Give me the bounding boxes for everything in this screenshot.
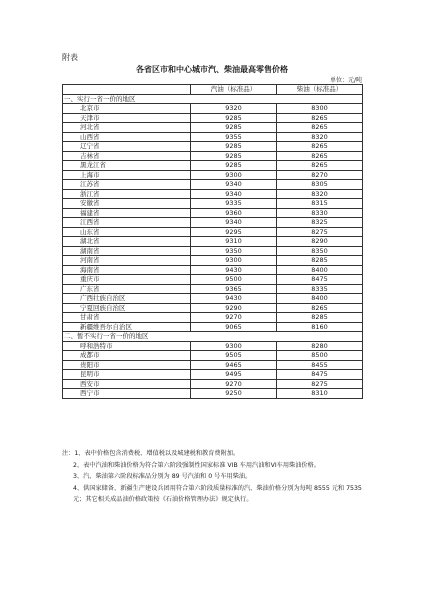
region-name-cell: 安徽省 — [63, 199, 191, 209]
table-row — [63, 275, 363, 285]
gasoline-price-cell: 9270 — [191, 379, 277, 389]
table-row — [63, 370, 363, 380]
table-row — [63, 123, 363, 133]
diesel-price-cell: 8300 — [277, 104, 363, 114]
region-name-cell: 西安市 — [63, 379, 191, 389]
gasoline-price-cell: 9300 — [191, 170, 277, 180]
region-name-cell: 宁夏回族自治区 — [63, 303, 191, 313]
region-name-cell: 黑龙江省 — [63, 161, 191, 171]
diesel-price-cell: 8270 — [277, 170, 363, 180]
diesel-price-cell: 8265 — [277, 123, 363, 133]
region-name-cell: 湖南省 — [63, 246, 191, 256]
table-row — [63, 189, 363, 199]
gasoline-price-cell: 9285 — [191, 151, 277, 161]
region-name-cell: 甘肃省 — [63, 313, 191, 323]
diesel-price-cell: 8265 — [277, 161, 363, 171]
diesel-price-cell: 8475 — [277, 275, 363, 285]
diesel-price-cell: 8350 — [277, 246, 363, 256]
gasoline-price-cell: 9355 — [191, 132, 277, 142]
region-name-cell: 山西省 — [63, 132, 191, 142]
region-name-cell: 广西壮族自治区 — [63, 294, 191, 304]
region-name-cell: 海南省 — [63, 265, 191, 275]
section-row — [63, 94, 363, 104]
page-title: 各省区市和中心城市汽、柴油最高零售价格 — [136, 65, 288, 74]
table-row — [63, 170, 363, 180]
table-row — [63, 199, 363, 209]
gasoline-price-cell: 9270 — [191, 313, 277, 323]
region-name-cell: 江西省 — [63, 218, 191, 228]
table-row — [63, 351, 363, 361]
section-label: 二、暂不实行一省一价的地区 — [63, 332, 363, 342]
table-row — [63, 341, 363, 351]
gasoline-price-cell: 9295 — [191, 227, 277, 237]
diesel-price-cell: 8310 — [277, 389, 363, 399]
note-1: 注：1、表中价格包含消费税、增值税以及城建税和教育费附加。 — [62, 450, 240, 457]
gasoline-price-cell: 9360 — [191, 208, 277, 218]
diesel-price-cell: 8320 — [277, 132, 363, 142]
gasoline-price-cell: 9340 — [191, 180, 277, 190]
region-name-cell: 吉林省 — [63, 151, 191, 161]
diesel-price-cell: 8290 — [277, 237, 363, 247]
region-name-cell: 江苏省 — [63, 180, 191, 190]
table-row — [63, 151, 363, 161]
header-diesel: 柴油（标准品） — [277, 85, 363, 95]
gasoline-price-cell: 9310 — [191, 237, 277, 247]
region-name-cell: 河北省 — [63, 123, 191, 133]
gasoline-price-cell: 9290 — [191, 303, 277, 313]
gasoline-price-cell: 9500 — [191, 275, 277, 285]
gasoline-price-cell: 9465 — [191, 360, 277, 370]
gasoline-price-cell: 9300 — [191, 256, 277, 266]
table-row — [63, 303, 363, 313]
gasoline-price-cell: 9335 — [191, 199, 277, 209]
table-row — [63, 237, 363, 247]
table-row — [63, 246, 363, 256]
table-row — [63, 322, 363, 332]
region-name-cell: 西宁市 — [63, 389, 191, 399]
table-row — [63, 113, 363, 123]
table-body — [63, 94, 363, 398]
table-row — [63, 294, 363, 304]
diesel-price-cell: 8400 — [277, 294, 363, 304]
table-row — [63, 360, 363, 370]
gasoline-price-cell: 9350 — [191, 246, 277, 256]
table-header-row — [63, 85, 363, 95]
gasoline-price-cell: 9285 — [191, 161, 277, 171]
region-name-cell: 广东省 — [63, 284, 191, 294]
diesel-price-cell: 8265 — [277, 303, 363, 313]
diesel-price-cell: 8315 — [277, 199, 363, 209]
diesel-price-cell: 8325 — [277, 218, 363, 228]
table-row — [63, 208, 363, 218]
region-name-cell: 山东省 — [63, 227, 191, 237]
diesel-price-cell: 8285 — [277, 313, 363, 323]
gasoline-price-cell: 9340 — [191, 189, 277, 199]
header-region — [63, 85, 191, 95]
diesel-price-cell: 8275 — [277, 227, 363, 237]
region-name-cell: 贵阳市 — [63, 360, 191, 370]
diesel-price-cell: 8265 — [277, 113, 363, 123]
price-table — [62, 84, 363, 399]
note-2: 2、表中汽油和柴油价格为符合第六阶段强制性国家标准 VIB 车用汽油和VI车用柴油价格。 — [73, 461, 320, 469]
region-name-cell: 呼和浩特市 — [63, 341, 191, 351]
table-row — [63, 284, 363, 294]
table-row — [63, 161, 363, 171]
table-row — [63, 379, 363, 389]
region-name-cell: 河南省 — [63, 256, 191, 266]
diesel-price-cell: 8500 — [277, 351, 363, 361]
region-name-cell: 浙江省 — [63, 189, 191, 199]
header-gasoline: 汽油（标准品） — [191, 85, 277, 95]
region-name-cell: 湖北省 — [63, 237, 191, 247]
gasoline-price-cell: 9065 — [191, 322, 277, 332]
gasoline-price-cell: 9430 — [191, 294, 277, 304]
gasoline-price-cell: 9300 — [191, 341, 277, 351]
diesel-price-cell: 8455 — [277, 360, 363, 370]
gasoline-price-cell: 9320 — [191, 104, 277, 114]
table-row — [63, 256, 363, 266]
gasoline-price-cell: 9495 — [191, 370, 277, 380]
unit-label: 单位：元/吨 — [329, 77, 362, 84]
region-name-cell: 昆明市 — [63, 370, 191, 380]
section-row — [63, 332, 363, 342]
gasoline-price-cell: 9285 — [191, 113, 277, 123]
table-row — [63, 313, 363, 323]
table-row — [63, 389, 363, 399]
region-name-cell: 新疆维吾尔自治区 — [63, 322, 191, 332]
gasoline-price-cell: 9285 — [191, 142, 277, 152]
gasoline-price-cell: 9340 — [191, 218, 277, 228]
table-row — [63, 180, 363, 190]
section-label: 一、实行一省一价的地区 — [63, 94, 363, 104]
region-name-cell: 辽宁省 — [63, 142, 191, 152]
region-name-cell: 成都市 — [63, 351, 191, 361]
diesel-price-cell: 8330 — [277, 208, 363, 218]
diesel-price-cell: 8265 — [277, 151, 363, 161]
region-name-cell: 天津市 — [63, 113, 191, 123]
table-row — [63, 142, 363, 152]
annex-label: 附表 — [62, 53, 78, 62]
gasoline-price-cell: 9365 — [191, 284, 277, 294]
diesel-price-cell: 8265 — [277, 142, 363, 152]
table-row — [63, 132, 363, 142]
table-row — [63, 265, 363, 275]
diesel-price-cell: 8320 — [277, 189, 363, 199]
gasoline-price-cell: 9430 — [191, 265, 277, 275]
gasoline-price-cell: 9285 — [191, 123, 277, 133]
region-name-cell: 上海市 — [63, 170, 191, 180]
region-name-cell: 北京市 — [63, 104, 191, 114]
table-row — [63, 104, 363, 114]
region-name-cell: 福建省 — [63, 208, 191, 218]
note-3: 3、汽、柴油第六阶段标准品分别为 89 号汽油和 0 号车用柴油。 — [73, 473, 252, 480]
diesel-price-cell: 8285 — [277, 256, 363, 266]
gasoline-price-cell: 9250 — [191, 389, 277, 399]
table-row — [63, 218, 363, 228]
table-row — [63, 227, 363, 237]
diesel-price-cell: 8475 — [277, 370, 363, 380]
gasoline-price-cell: 9505 — [191, 351, 277, 361]
notes-section — [62, 448, 367, 506]
diesel-price-cell: 8335 — [277, 284, 363, 294]
diesel-price-cell: 8400 — [277, 265, 363, 275]
diesel-price-cell: 8280 — [277, 341, 363, 351]
diesel-price-cell: 8275 — [277, 379, 363, 389]
diesel-price-cell: 8160 — [277, 322, 363, 332]
diesel-price-cell: 8305 — [277, 180, 363, 190]
region-name-cell: 重庆市 — [63, 275, 191, 285]
note-4: 4、供国家储备、新疆生产建设兵团用符合第六阶段质量标准的汽、柴油价格分别为每吨 8555 元和 7535 元；其它相关成品油价格政策按《石油价格管理办法》规定执行。 — [73, 484, 362, 503]
